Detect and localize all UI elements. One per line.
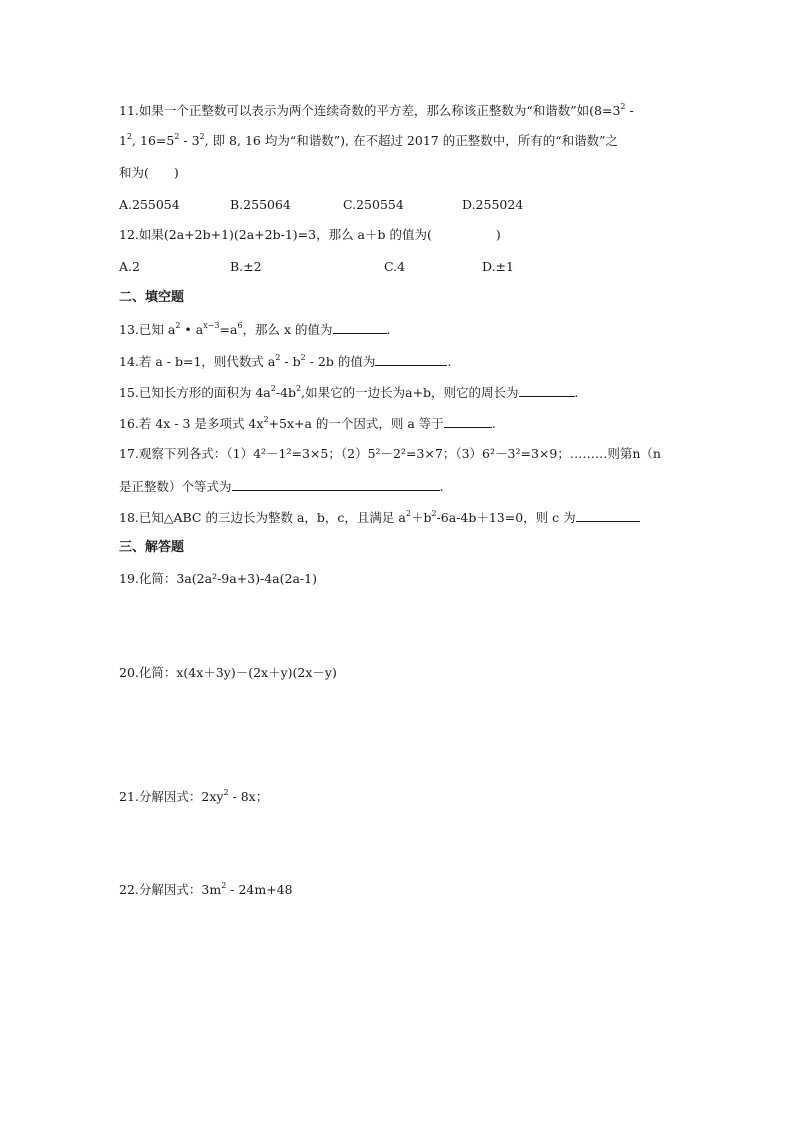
q16-a: 16.若 4x - 3 是多项式 4x [119, 416, 264, 431]
superscript: 2 [270, 383, 276, 393]
q11-line2-a: 1 [119, 133, 127, 148]
superscript: x−3 [203, 320, 220, 330]
superscript: 2 [431, 508, 437, 518]
section-heading-fill-in: 二、填空题 [119, 290, 185, 305]
q13-e: . [386, 322, 391, 337]
q12-option-d: D.±1 [482, 259, 514, 274]
q18 [119, 509, 640, 526]
q13 [119, 321, 391, 338]
section-heading-answer: 三、解答题 [119, 540, 185, 555]
q21-b: - 8x； [228, 789, 269, 804]
q14-b: - b [280, 354, 301, 369]
q16 [119, 415, 496, 432]
q12-option-c: C.4 [384, 259, 406, 274]
q14-a: 14.若 a - b=1，则代数式 a [119, 354, 276, 369]
answer-blank [375, 353, 447, 366]
q11-line1-tail: - [625, 103, 634, 118]
q15-b: -4b [275, 385, 297, 400]
q21-a: 21.分解因式：2xy [119, 789, 224, 804]
q18-b: ＋b [410, 510, 432, 525]
q15-a: 15.已知长方形的面积为 4a [119, 385, 271, 400]
q18-c: -6a-4b＋13=0，则 c 为 [436, 510, 576, 525]
q16-c: . [491, 416, 496, 431]
q12-stem-text: 12.如果(2a+2b+1)(2a+2b-1)=3，那么 a＋b 的值为( [119, 227, 432, 242]
q19: 19.化简：3a(2a²-9a+3)-4a(2a-1) [119, 571, 317, 586]
superscript: 2 [275, 352, 281, 362]
superscript: 2 [221, 880, 227, 890]
q17-line1: 17.观察下列各式：（1）4²－1²=3×5；（2）5²－2²=3×7；（3）6²－3²=3×9；………则第n（n [119, 446, 661, 461]
q12-option-a: A.2 [119, 259, 140, 274]
superscript: 2 [126, 131, 133, 141]
q22-b: - 24m+48 [226, 882, 293, 897]
superscript: 2 [620, 101, 626, 111]
q11-option-a: A.255054 [119, 197, 180, 212]
q11-line2-c: - 3 [179, 133, 200, 148]
q14-c: - 2b 的值为 [305, 354, 376, 369]
q13-a: 13.已知 a [119, 322, 176, 337]
superscript: 6 [237, 320, 243, 330]
superscript: 2 [405, 508, 411, 518]
q11-option-b: B.255064 [230, 197, 291, 212]
q11-line2-d: , 即 8, 16 均为“和谐数”), 在不超过 2017 的正整数中，所有的“和谐数”之 [204, 133, 618, 148]
superscript: 2 [175, 320, 181, 330]
q22 [119, 882, 293, 898]
superscript: 2 [296, 383, 302, 393]
superscript: 2 [199, 131, 205, 141]
q16-b: +5x+a 的一个因式，则 a 等于 [268, 416, 444, 431]
q22-a: 22.分解因式：3m [119, 882, 222, 897]
q15-c: ,如果它的一边长为a+b，则它的周长为 [301, 385, 519, 400]
answer-blank [333, 321, 387, 334]
answer-blank [576, 509, 640, 522]
answer-blank [232, 478, 440, 491]
q15-d: . [574, 385, 579, 400]
superscript: 2 [223, 787, 229, 797]
answer-blank [444, 415, 492, 428]
q17-line2-a: 是正整数）个等式为 [119, 479, 232, 494]
q13-b: • a [180, 322, 204, 337]
q18-a: 18.已知△ABC 的三边长为整数 a，b，c，且满足 a [119, 510, 406, 525]
q13-c: =a [219, 322, 238, 337]
q11-line1 [119, 103, 634, 119]
q11-line3: 和为( ) [119, 165, 179, 180]
q21 [119, 789, 268, 805]
q14 [119, 353, 451, 370]
answer-blank [519, 384, 575, 397]
superscript: 2 [300, 352, 306, 362]
q15 [119, 384, 579, 401]
superscript: 2 [174, 131, 180, 141]
q11-line1-text: 11.如果一个正整数可以表示为两个连续奇数的平方差，那么称该正整数为“和谐数”如(8=3 [119, 103, 621, 118]
q17-line2-b: . [439, 479, 444, 494]
q14-d: . [447, 354, 452, 369]
q11-option-c: C.250554 [343, 197, 404, 212]
q12-option-b: B.±2 [230, 259, 262, 274]
q11-option-d: D.255024 [462, 197, 524, 212]
q12-stem-close: ) [495, 227, 501, 242]
q11-line2 [119, 133, 618, 149]
q12-stem [119, 227, 501, 243]
q11-line2-b: , 16=5 [132, 133, 175, 148]
q20: 20.化简：x(4x＋3y)－(2x＋y)(2x－y) [119, 665, 337, 680]
q17-line2 [119, 478, 444, 495]
q13-d: ，那么 x 的值为 [242, 322, 333, 337]
superscript: 2 [263, 414, 269, 424]
